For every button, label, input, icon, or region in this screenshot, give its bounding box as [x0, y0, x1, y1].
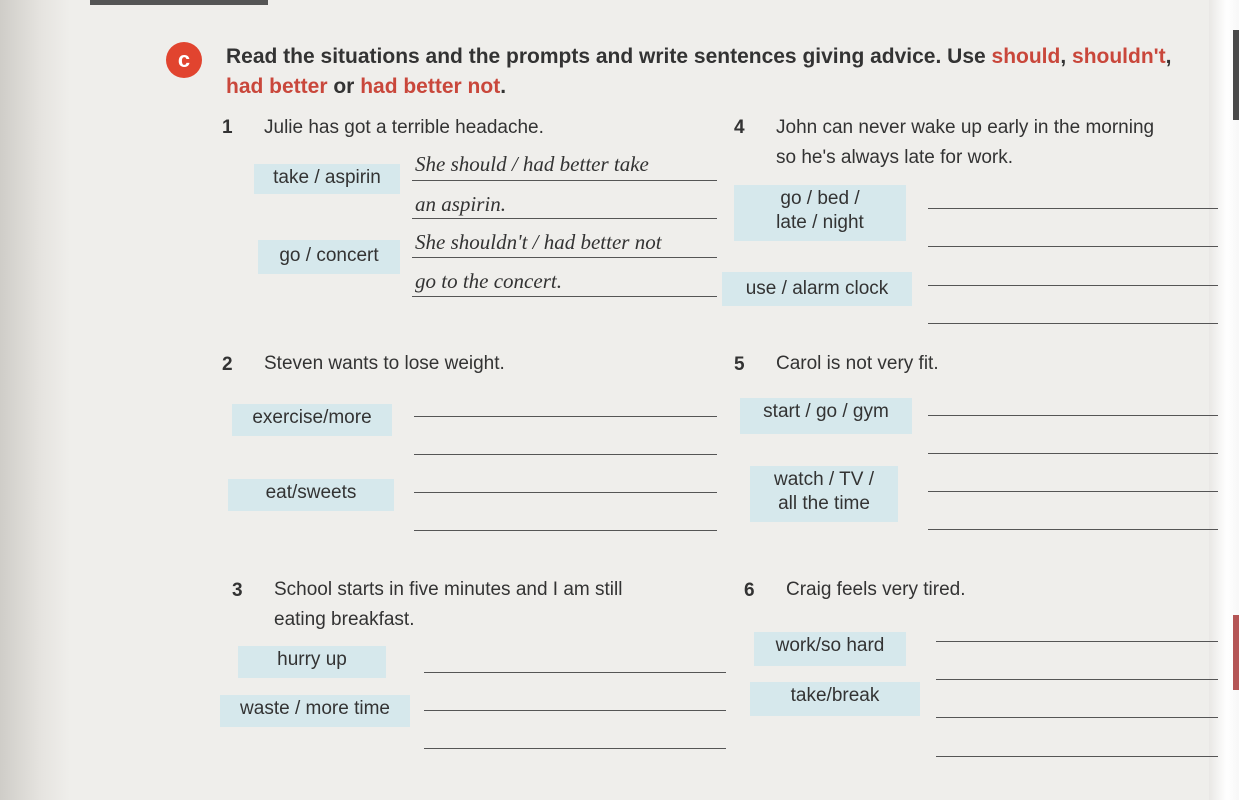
- keyword-should: should: [991, 45, 1061, 68]
- prompt-line: go / bed /: [780, 188, 860, 209]
- answer-line[interactable]: [928, 529, 1218, 530]
- item-number-1: 1: [222, 117, 233, 138]
- item-4-prompt-go-bed-late-night: [734, 185, 906, 241]
- exercise-letter-badge: c: [166, 42, 202, 78]
- item-1-answer-line-3: She shouldn't / had better not: [415, 230, 662, 254]
- item-number-6: 6: [744, 580, 755, 601]
- keyword-shouldnt: shouldn't: [1072, 45, 1166, 68]
- item-3-prompt-hurry-up: hurry up: [238, 646, 386, 678]
- item-1-answer-line-2: an aspirin.: [415, 192, 507, 216]
- instruction-separator: ,: [1165, 45, 1172, 68]
- answer-line[interactable]: [928, 415, 1218, 416]
- answer-line[interactable]: [424, 748, 726, 749]
- header-bar: [90, 0, 268, 5]
- item-1-situation: Julie has got a terrible headache.: [264, 117, 544, 138]
- item-1-answer-line-1: She should / had better take: [415, 152, 649, 176]
- answer-line[interactable]: [412, 296, 717, 297]
- item-4-situation-line-2: so he's always late for work.: [776, 147, 1013, 168]
- answer-line[interactable]: [928, 285, 1218, 286]
- item-4-prompt-use-alarm-clock: use / alarm clock: [722, 272, 912, 306]
- item-5-prompt-watch-tv: [750, 466, 898, 522]
- answer-line[interactable]: [928, 208, 1218, 209]
- item-3-prompt-waste-more-time: waste / more time: [220, 695, 410, 727]
- exercise-instruction: [226, 42, 1186, 102]
- item-number-3: 3: [232, 580, 243, 601]
- item-3-situation-line-1: School starts in five minutes and I am still: [274, 579, 623, 600]
- answer-line[interactable]: [414, 416, 717, 417]
- item-1-answer-line-4: go to the concert.: [415, 269, 562, 293]
- item-number-4: 4: [734, 117, 745, 138]
- item-1-prompt-take-aspirin: take / aspirin: [254, 164, 400, 194]
- instruction-text: Read the situations and the prompts and write sentences giving advice. Use: [226, 45, 992, 68]
- answer-line[interactable]: [936, 717, 1218, 718]
- item-4-situation-line-1: John can never wake up early in the morning: [776, 117, 1155, 138]
- answer-line[interactable]: [414, 454, 717, 455]
- item-6-prompt-take-break: take/break: [750, 682, 920, 716]
- answer-line[interactable]: [424, 672, 726, 673]
- answer-line[interactable]: [936, 679, 1218, 680]
- answer-line[interactable]: [928, 323, 1218, 324]
- answer-line[interactable]: [928, 246, 1218, 247]
- book-spine-shadow: [0, 0, 70, 800]
- keyword-had-better: had better: [226, 75, 328, 98]
- answer-line[interactable]: [412, 257, 717, 258]
- item-5-situation: Carol is not very fit.: [776, 353, 939, 374]
- answer-line[interactable]: [412, 180, 717, 181]
- answer-line[interactable]: [928, 491, 1218, 492]
- item-1-prompt-go-concert: go / concert: [258, 240, 400, 274]
- item-2-prompt-exercise-more: exercise/more: [232, 404, 392, 436]
- answer-line[interactable]: [414, 530, 717, 531]
- prompt-line: all the time: [778, 493, 870, 514]
- keyword-had-better-not: had better not: [360, 75, 501, 98]
- item-3-situation-line-2: eating breakfast.: [274, 609, 415, 630]
- item-number-2: 2: [222, 354, 233, 375]
- prompt-line: late / night: [776, 212, 864, 233]
- answer-line[interactable]: [412, 218, 717, 219]
- page-tab-red: [1233, 615, 1239, 690]
- instruction-separator: or: [327, 75, 361, 98]
- item-2-situation: Steven wants to lose weight.: [264, 353, 505, 374]
- page-tab-dark: [1233, 30, 1239, 120]
- answer-line[interactable]: [414, 492, 717, 493]
- prompt-line: watch / TV /: [774, 469, 874, 490]
- item-6-prompt-work-so-hard: work/so hard: [754, 632, 906, 666]
- item-6-situation: Craig feels very tired.: [786, 579, 966, 600]
- answer-line[interactable]: [928, 453, 1218, 454]
- instruction-end: .: [500, 75, 507, 98]
- item-number-5: 5: [734, 354, 745, 375]
- item-5-prompt-start-go-gym: start / go / gym: [740, 398, 912, 434]
- answer-line[interactable]: [424, 710, 726, 711]
- answer-line[interactable]: [936, 756, 1218, 757]
- item-2-prompt-eat-sweets: eat/sweets: [228, 479, 394, 511]
- instruction-separator: ,: [1060, 45, 1073, 68]
- answer-line[interactable]: [936, 641, 1218, 642]
